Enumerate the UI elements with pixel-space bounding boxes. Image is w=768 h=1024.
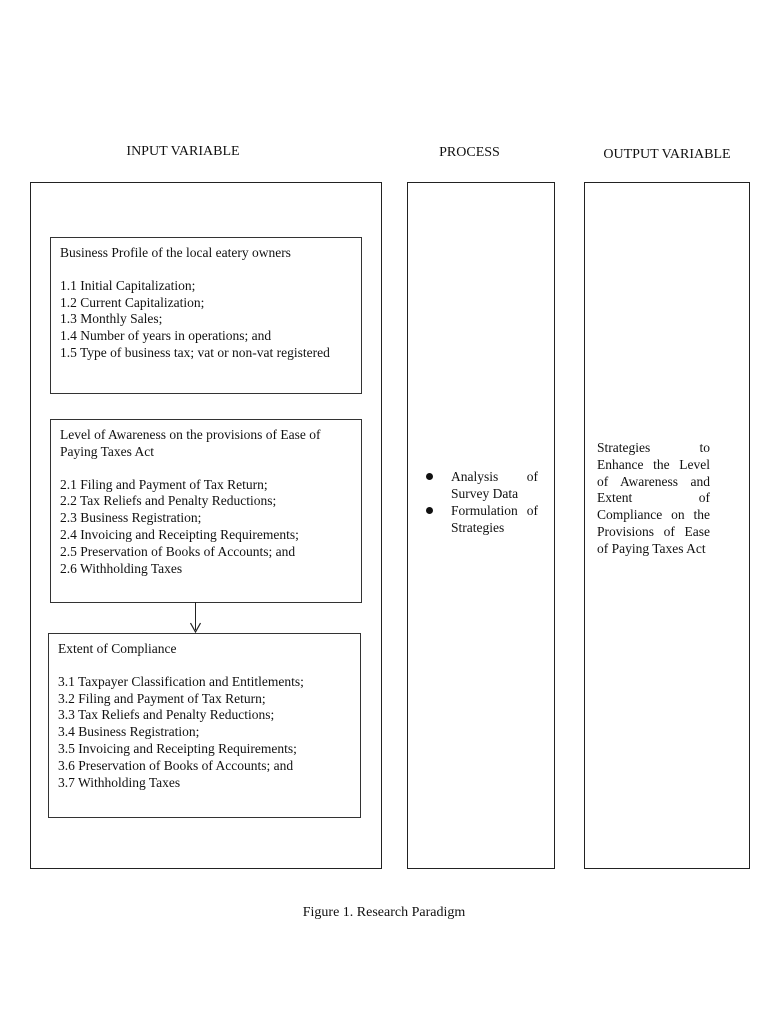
list-item: 2.1 Filing and Payment of Tax Return; (60, 476, 268, 492)
list-item: 2.3 Business Registration; (60, 510, 202, 526)
list-item: 3.2 Filing and Payment of Tax Return; (58, 690, 266, 706)
list-item: 3.4 Business Registration; (58, 724, 200, 740)
process-heading: PROCESS (439, 145, 500, 160)
extent-of-compliance-list (58, 674, 351, 792)
figure-caption: Figure 1. Research Paradigm (302, 905, 466, 920)
list-item: 3.5 Invoicing and Receipting Requirements; (58, 740, 297, 756)
output-variable-text: Strategies to Enhance the Level of Awareness and Extent of Compliance on the Provisions of Ease of Paying Taxes Act (597, 440, 710, 556)
level-of-awareness-list (60, 477, 352, 578)
output-variable-heading: OUTPUT VARIABLE (603, 147, 731, 162)
level-of-awareness-title: Level of Awareness on the provisions of Ease of Paying Taxes Act (60, 427, 321, 459)
list-item: 2.4 Invoicing and Receipting Requirements; (60, 526, 299, 542)
bullet-icon (426, 507, 433, 514)
process-list (426, 468, 538, 536)
list-item: 2.6 Withholding Taxes (60, 560, 183, 576)
business-profile-title: Business Profile of the local eatery owners (60, 245, 291, 260)
list-item: 3.3 Tax Reliefs and Penalty Reductions; (58, 707, 275, 723)
list-item: 1.5 Type of business tax; vat or non-vat registered (60, 344, 330, 360)
arrow-down-icon (190, 622, 201, 633)
list-item: 1.3 Monthly Sales; (60, 311, 163, 327)
input-variable-heading: INPUT VARIABLE (126, 144, 240, 159)
list-item: 1.4 Number of years in operations; and (60, 328, 272, 344)
process-item-analysis (426, 468, 538, 502)
list-item: 2.5 Preservation of Books of Accounts; and (60, 543, 296, 559)
process-item-label: Formulation of Strategies (451, 503, 538, 535)
list-item: 1.2 Current Capitalization; (60, 294, 205, 310)
bullet-icon (426, 473, 433, 480)
list-item: 2.2 Tax Reliefs and Penalty Reductions; (60, 493, 277, 509)
list-item: 3.1 Taxpayer Classification and Entitlements; (58, 673, 304, 689)
level-of-awareness-box (50, 419, 362, 603)
process-item-label: Analysis of Survey Data (451, 469, 538, 501)
list-item: 3.7 Withholding Taxes (58, 774, 181, 790)
list-item: 3.6 Preservation of Books of Accounts; and (58, 757, 294, 773)
list-item: 1.1 Initial Capitalization; (60, 277, 196, 293)
business-profile-list (60, 278, 352, 362)
extent-of-compliance-title: Extent of Compliance (58, 641, 177, 656)
business-profile-box (50, 237, 362, 394)
process-item-formulation (426, 502, 538, 536)
extent-of-compliance-box (48, 633, 361, 818)
